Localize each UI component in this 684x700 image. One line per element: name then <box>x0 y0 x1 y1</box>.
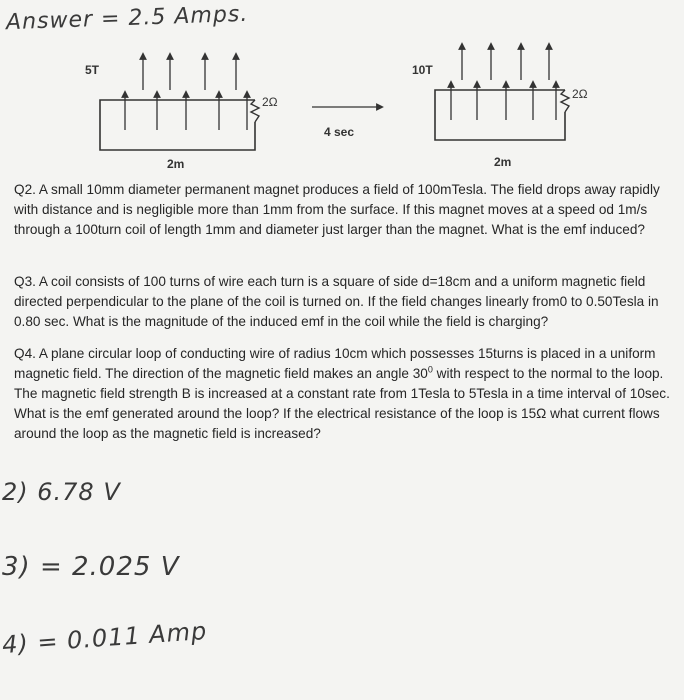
circuit-diagram <box>0 0 684 180</box>
left-width-label: 2m <box>167 157 185 171</box>
degree-superscript: 0 <box>427 364 433 375</box>
handwritten-answer-q3: 3) = 2.025 V <box>2 552 180 582</box>
handwritten-answer-q2: 2) 6.78 V <box>2 478 121 506</box>
right-width-label: 2m <box>494 155 512 169</box>
question-4-text-a: Q4. A plane circular loop of conducting wire of radius 10cm which possesses 15turns is placed in a uniform magnetic field. The direction of the magnetic field makes an angle 30 <box>14 346 656 381</box>
right-loop <box>435 90 565 140</box>
left-resistor <box>251 100 259 122</box>
right-resistor-label: 2Ω <box>572 87 588 101</box>
transition-time-label: 4 sec <box>324 125 355 139</box>
left-field-arrows <box>125 56 247 130</box>
handwritten-answer: Answer = 2.5 Amps. <box>5 1 249 36</box>
handwritten-answer-q4: 4) = 0.011 Amp <box>1 616 209 660</box>
question-2: Q2. A small 10mm diameter permanent magnet produces a field of 100mTesla. The field drops away rapidly with distance and is negligible more than 1mm from the surface. If this magnet moves at a speed od 1m/s through a 100turn coil of length 1mm and diameter just larger than the magnet. What is the emf induced? <box>14 182 660 237</box>
right-field-arrows <box>451 46 556 120</box>
right-resistor <box>561 90 569 112</box>
question-4 <box>14 344 678 444</box>
question-3: Q3. A coil consists of 100 turns of wire each turn is a square of side d=18cm and a uniform magnetic field directed perpendicular to the plane of the coil is turned on. If the field changes linearly from0 to 0.50Tesla in 0.80 sec. What is the magnitude of the induced emf in the coil while the field is charging? <box>14 274 659 329</box>
question-4-text-b: with respect to the normal to the loop. The magnetic field strength B is increased at a constant rate from 1Tesla to 5Tesla in a time interval of 10sec. What is the emf generated around the loop? If the electrical resistance of the loop is 15Ω what current flows around the loop as the magnetic field is increased? <box>14 366 670 441</box>
left-loop <box>100 100 255 150</box>
right-field-label: 10T <box>412 63 433 77</box>
left-field-label: 5T <box>85 63 100 77</box>
left-resistor-label: 2Ω <box>262 95 278 109</box>
